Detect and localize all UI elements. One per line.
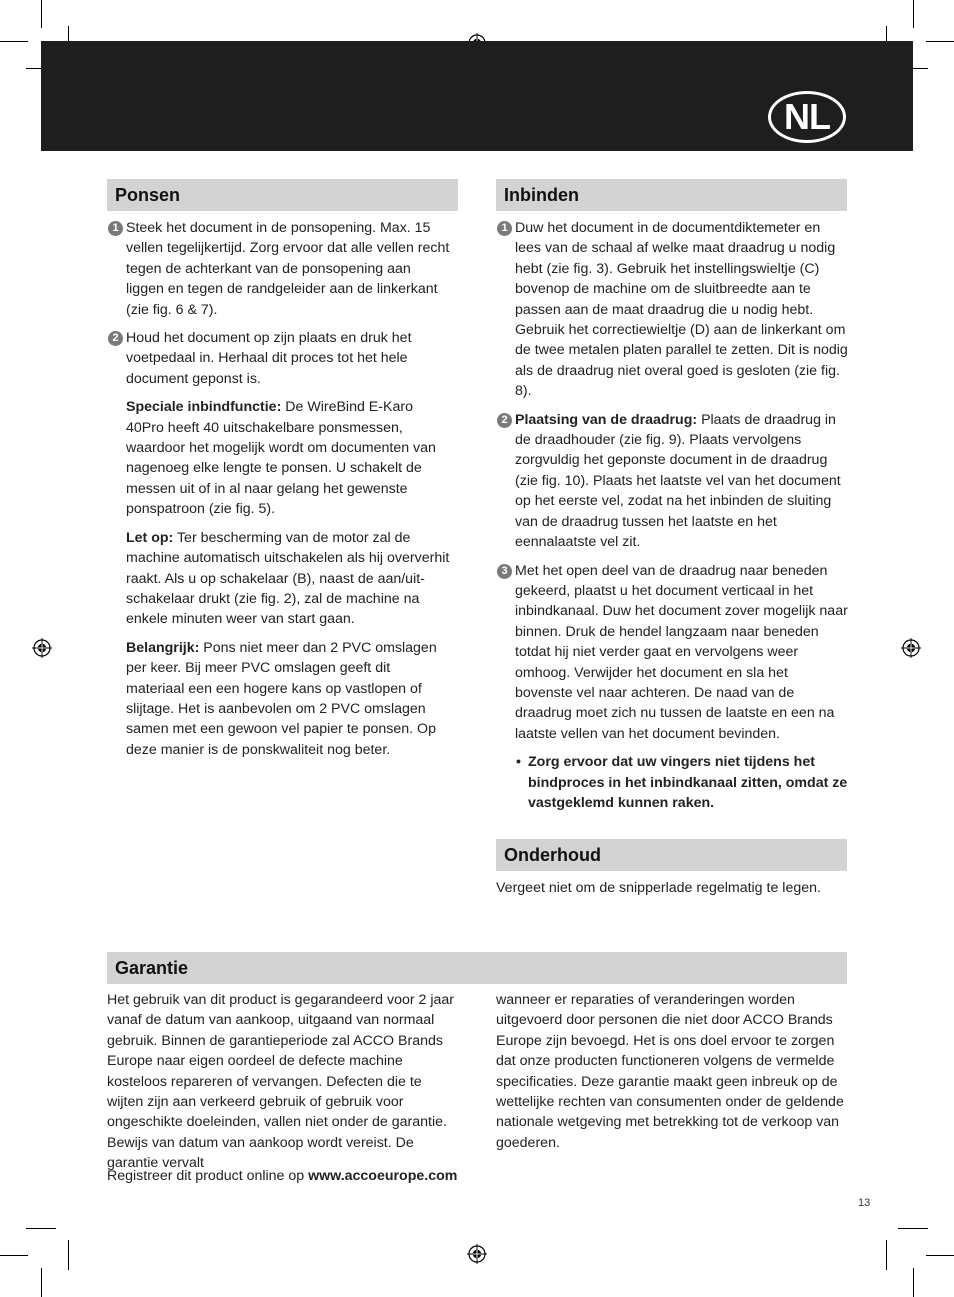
registration-mark-icon (32, 638, 52, 658)
crop-mark (0, 1255, 28, 1256)
note-text: Pons niet meer dan 2 PVC omslagen per keer. Bij meer PVC omslagen geeft dit materiaal een een hogere kans op vastlopen of slijtage. Het is aanbevolen om 2 PVC omslagen samen met een gewoon vel papier te ponsen. Op deze manier is de ponskwaliteit nog beter. (126, 639, 437, 758)
registration-mark-icon (901, 638, 921, 658)
section-heading-ponsen: Ponsen (107, 179, 458, 211)
step-text: Steek het document in de ponsopening. Max. 15 vellen tegelijkertijd. Zorg ervoor dat alle vellen recht tegen de achterkant van de ponsopening aan liggen en tegen de randgeleider aan de linkerkant (zie fig. 6 & 7). (126, 220, 450, 318)
crop-mark (0, 41, 28, 42)
warning-text: Zorg ervoor dat uw vingers niet tijdens het bindproces in het inbindkanaal zitten, omdat ze vastgeklemd kunnen raken. (528, 754, 848, 811)
step-number-2-icon: 2 (108, 331, 123, 346)
ponsen-step-2 (107, 328, 452, 389)
important-note (107, 638, 452, 760)
registration-mark-icon (467, 1244, 487, 1264)
note-label: Let op: (126, 529, 174, 546)
step-text: Plaats de draadrug in de draadhouder (zie fig. 9). Plaats vervolgens zorgvuldig het geponste document in de draadrug (zie fig. 10). Plaats het laatste vel van het document op het eerste vel, zodat na het inbinden de sluiting van de draadrug tussen het laatste en het eennalaatste vel zit. (515, 411, 841, 551)
caution-note (107, 528, 452, 630)
section-heading-onderhoud: Onderhoud (496, 839, 847, 871)
ponsen-column (107, 218, 452, 768)
crop-mark (41, 0, 42, 28)
note-text: De WireBind E-Karo 40Pro heeft 40 uitschakelbare ponsmessen, waardoor het mogelijk wordt om documenten van nagenoeg elke lengte te ponsen. U schakelt de messen uit of in al naar gelang het gewenste ponspatroon (zie fig. 5). (126, 399, 436, 518)
inbinden-column (496, 218, 848, 813)
crop-mark (68, 1240, 69, 1270)
garantie-text-right: wanneer er reparaties of veranderingen worden uitgevoerd door personen die niet door ACCO Brands Europe zijn bevoegd. Het is ons doel ervoor te zorgen dat onze producten functioneren volgens de vermelde specificaties. Deze garantie maakt geen inbreuk op de wettelijke rechten van consumenten onder de geldende nationale wetgeving met betrekking tot de verkoop van goederen. (496, 992, 844, 1151)
ponsen-step-1 (107, 218, 452, 320)
step-number-2-icon: 2 (497, 413, 512, 428)
crop-mark (898, 1228, 928, 1229)
registration-line (107, 1166, 487, 1186)
step-text: Met het open deel van de draadrug naar beneden gekeerd, plaatst u het document verticaal in het inbindkanaal. Duw het document zover mogelijk naar binnen. Druk de hendel langzaam naar beneden totdat hij niet verder gaat en vervolgens weer omhoog. Verwijder het document en sla het bovenste vel naar achteren. De naad van de draadrug moet zich nu tussen de laatste en een na laatste vellen van het document bevinden. (515, 562, 848, 742)
note-text: Ter bescherming van de motor zal de machine automatisch uitschakelen als hij oververhit raakt. Als u op schakelaar (B), naast de aan/uit-schakelaar drukt (zie fig. 2), zal de machine na enkele minuten weer van start gaan. (126, 529, 450, 628)
note-label: Belangrijk: (126, 639, 200, 656)
language-badge: NL (768, 91, 846, 143)
inbinden-step-2 (496, 410, 848, 553)
inbinden-step-1 (496, 218, 848, 402)
step-number-3-icon: 3 (497, 564, 512, 579)
finger-warning (496, 752, 848, 813)
crop-mark (926, 41, 954, 42)
crop-mark (913, 1268, 914, 1297)
special-binding-note (107, 397, 452, 519)
crop-mark (41, 1268, 42, 1297)
bullet-icon: • (516, 754, 521, 771)
note-label: Speciale inbindfunctie: (126, 399, 282, 416)
section-heading-inbinden: Inbinden (496, 179, 847, 211)
section-heading-garantie: Garantie (107, 952, 847, 984)
inbinden-step-3 (496, 561, 848, 745)
garantie-text-left: Het gebruik van dit product is gegarandeerd voor 2 jaar vanaf de datum van aankoop, uitgaand van normaal gebruik. Binnen de garantieperiode zal ACCO Brands Europe naar eigen oordeel de defecte machine kosteloos repareren of vervangen. Defecten die te wijten zijn aan verkeerd gebruik of gebruik voor ongeschikte doeleinden, vallen niet onder de garantie. Bewijs van datum van aankoop wordt vereist. De garantie vervalt (107, 992, 455, 1172)
step-text: Houd het document op zijn plaats en druk het voetpedaal in. Herhaal dit proces tot het hele document geponst is. (126, 330, 412, 387)
registration-text: Registreer dit product online op (107, 1168, 309, 1184)
step-text: Duw het document in de documentdiktemeter en lees van de schaal af welke maat draadrug u nodig hebt (zie fig. 3). Gebruik het instellingswieltje (C) bovenop de machine om de sluitbreedte aan te passen aan de maat draadrug die u nodig hebt. Gebruik het correctiewieltje (D) aan de linkerkant om de twee metalen platen parallel te zetten. Dit is nodig als de draadrug niet overal goed is gesloten (zie fig. 8). (515, 220, 848, 400)
onderhoud-text: Vergeet niet om de snipperlade regelmatig te legen. (496, 880, 821, 896)
step-number-1-icon: 1 (108, 221, 123, 236)
step-label: Plaatsing van de draadrug: (515, 411, 698, 428)
crop-mark (913, 0, 914, 28)
crop-mark (926, 1255, 954, 1256)
header-banner (41, 41, 913, 151)
page-number: 13 (858, 1197, 871, 1209)
crop-mark (886, 1240, 887, 1270)
website-link[interactable]: www.accoeurope.com (308, 1168, 458, 1184)
step-number-1-icon: 1 (497, 221, 512, 236)
crop-mark (26, 1228, 56, 1229)
